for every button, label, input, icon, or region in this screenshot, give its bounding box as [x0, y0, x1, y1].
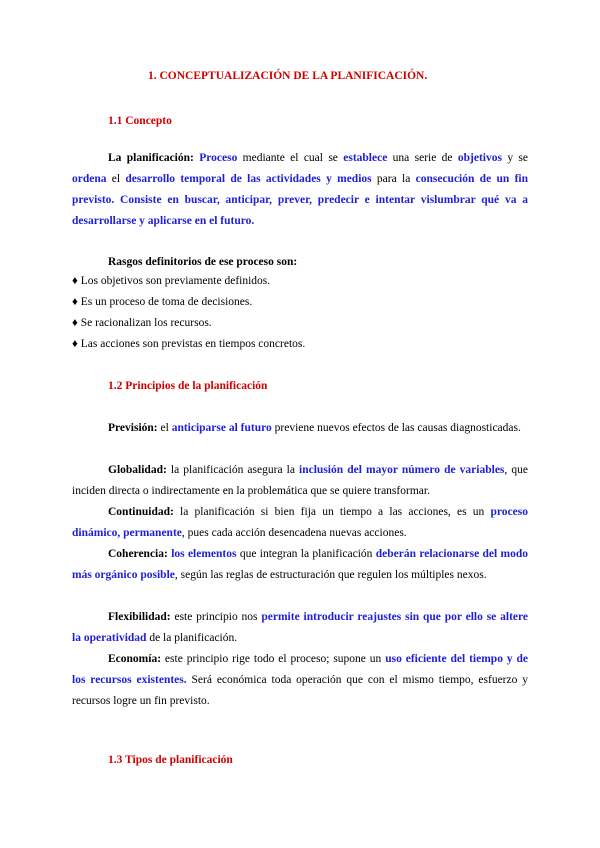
principle-text: este principio nos	[170, 611, 262, 623]
principle-highlight: los elementos	[171, 548, 237, 560]
principle-highlight: inclusión del mayor número de variables	[299, 464, 505, 476]
page-title: 1. CONCEPTUALIZACIÓN DE LA PLANIFICACIÓN.	[148, 70, 428, 82]
def-term-desarrollo: desarrollo temporal de las actividades y medios	[125, 173, 372, 185]
definition-label: La planificación:	[108, 152, 194, 164]
principle-highlight: proceso dinámico, permanente	[72, 506, 528, 539]
principle-prevision	[72, 418, 528, 439]
principle-label: Previsión:	[108, 422, 158, 434]
principle-text: que integran la planificación	[236, 548, 376, 560]
definition-paragraph	[72, 148, 528, 232]
list-item: ♦ Se racionalizan los recursos.	[72, 317, 212, 329]
principle-text: el	[157, 422, 172, 434]
principle-text: la planificación si bien fija un tiempo a las acciones, es un	[173, 506, 491, 518]
principle-text: , que inciden directa o indirectamente en la problemática que se quiere transformar.	[72, 464, 528, 497]
section-1-2-heading: 1.2 Principios de la planificación	[108, 380, 268, 392]
def-text: para la	[371, 173, 416, 185]
principle-text: , según las reglas de estructuración que regulen los múltiples nexos.	[174, 569, 487, 581]
def-term-proceso: Proceso	[199, 152, 238, 164]
principle-coherencia	[72, 544, 528, 586]
principle-text: Será económica toda operación que con el mismo tiempo, esfuerzo y recursos logre un fin previsto.	[72, 674, 528, 707]
list-item: ♦ Es un proceso de toma de decisiones.	[72, 296, 253, 308]
def-text: una serie de	[387, 152, 458, 164]
list-item: ♦ Los objetivos son previamente definidos.	[72, 275, 271, 287]
section-1-1-heading: 1.1 Concepto	[108, 115, 172, 127]
principle-flexibilidad	[72, 607, 528, 649]
list-item: ♦ Las acciones son previstas en tiempos concretos.	[72, 338, 306, 350]
principle-text: la planificación asegura la	[166, 464, 300, 476]
principle-text: de la planificación.	[146, 632, 238, 644]
def-text: mediante el cual se	[237, 152, 344, 164]
principle-highlight: permite introducir reajustes sin que por ello se altere la operatividad	[72, 611, 529, 644]
principle-label: Flexibilidad:	[108, 611, 171, 623]
principle-label: Economía:	[108, 653, 162, 665]
def-term-objetivos: objetivos	[457, 152, 502, 164]
principle-text: , pues cada acción desencadena nuevas acciones.	[181, 527, 407, 539]
principle-highlight: anticiparse al futuro	[171, 422, 272, 434]
def-text: y se	[501, 152, 529, 164]
def-term-ordena: ordena	[72, 173, 107, 185]
rasgos-heading: Rasgos definitorios de ese proceso son:	[108, 256, 298, 268]
principle-highlight: deberán relacionarse del modo más orgánico posible	[72, 548, 529, 581]
principle-highlight: uso eficiente del tiempo y de los recursos existentes.	[72, 653, 528, 686]
principle-label: Globalidad:	[108, 464, 167, 476]
def-term-consecucion: consecución de un fin previsto. Consiste en buscar, anticipar, prever, predecir e intentar vislumbrar qué va a desarrollarse y aplicarse en el futuro.	[72, 173, 528, 227]
def-text: el	[106, 173, 126, 185]
principle-label: Coherencia:	[108, 548, 168, 560]
principle-continuidad	[72, 502, 528, 544]
section-1-3-heading: 1.3 Tipos de planificación	[108, 754, 233, 766]
principle-text: previene nuevos efectos de las causas diagnosticadas.	[271, 422, 521, 434]
principle-label: Continuidad:	[108, 506, 174, 518]
principle-economia	[72, 649, 528, 712]
principle-text: este principio rige todo el proceso; supone un	[161, 653, 386, 665]
principle-globalidad	[72, 460, 528, 502]
def-term-establece: establece	[343, 152, 388, 164]
